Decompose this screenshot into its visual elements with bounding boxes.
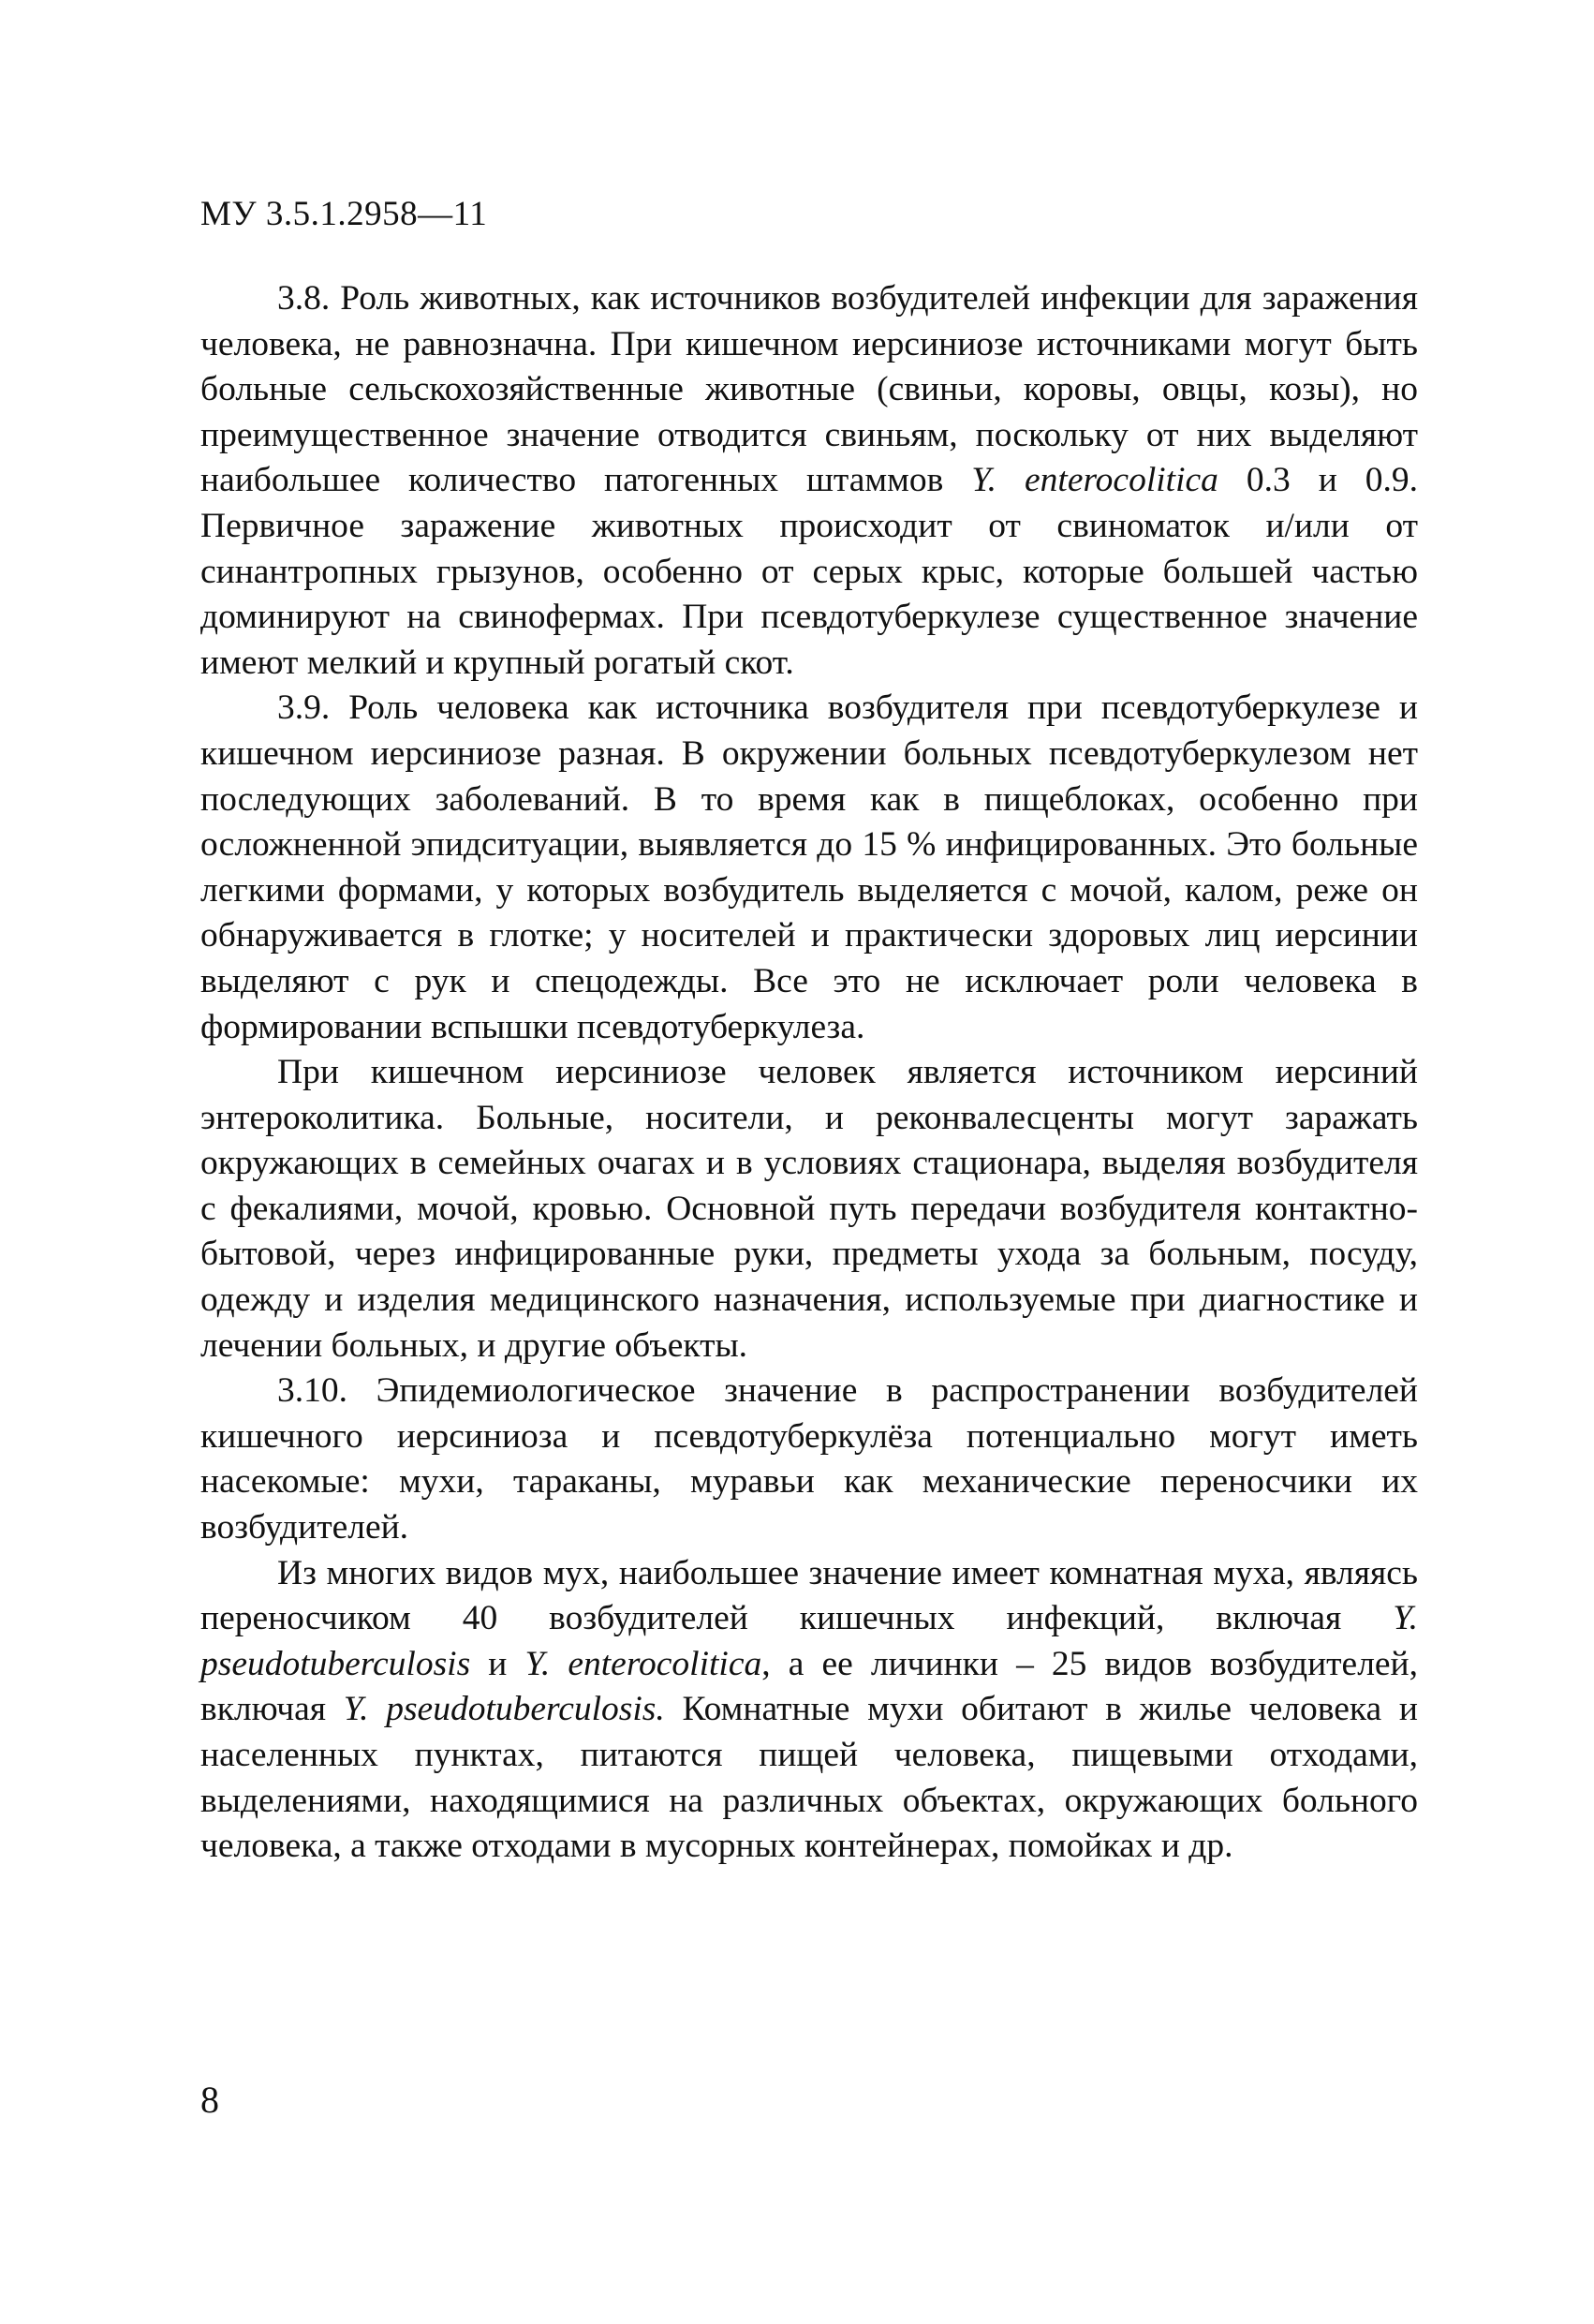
text-run: 3.8. Роль животных, как источников возбудителей инфекции для заражения человека, не равнозначна. При кишечном иерсиниозе источниками могут быть больные сельскохозяйственные животные (свиньи, коровы, овцы, козы), но преимущественное значение отводится свиньям, поскольку от них выделяют наибольшее количество патогенных штаммов [200, 279, 1418, 500]
paragraph-enterocolitica-source [200, 1050, 1418, 1369]
text-run: , а ее личинки – 25 видов возбудителей, включая [200, 1644, 1418, 1729]
italic-species-name: Y. pseudotuberculosis [200, 1599, 1418, 1683]
text-run: При кишечном иерсиниозе человек является источником иерсиний энтероколитика. Больные, носители, и реконвалесценты могут заражать окружающих в семейных очагах и в условиях стационара, выделяя возбудителя с фекалиями, мочой, кровью. Основной путь передачи возбудителя контактно-бытовой, через инфицированные руки, предметы ухода за больным, посуду, одежду и изделия медицинского назначения, используемые при диагностике и лечении больных, и другие объекты. [200, 1053, 1418, 1365]
paragraph-3-9 [200, 686, 1418, 1050]
italic-species-name: Y. pseudotuberculosis. [343, 1690, 665, 1729]
text-run: 3.10. Эпидемиологическое значение в распространении возбудителей кишечного иерсиниоза и псевдотуберкулёза потенциально могут иметь насекомые: мухи, тараканы, муравьи как механические переносчики их возбудителей. [200, 1371, 1418, 1547]
text-run: Из многих видов мух, наибольшее значение имеет комнатная муха, являясь переносчиком 40 возбудителей кишечных инфекций, включая [200, 1553, 1418, 1638]
text-run: 3.9. Роль человека как источника возбудителя при псевдотуберкулезе и кишечном иерсиниозе разная. В окружении больных псевдотуберкулезом нет последующих заболеваний. В то время как в пищеблоках, особенно при осложненной эпидситуации, выявляется до 15 % инфицированных. Это больные легкими формами, у которых возбудитель выделяется с мочой, калом, реже он обнаруживается в глотке; у носителей и практически здоровых лиц иерсинии выделяют с рук и спецодежды. Все это не исключает роли человека в формировании вспышки псевдотуберкулеза. [200, 688, 1418, 1046]
paragraph-3-10 [200, 1369, 1418, 1550]
italic-species-name: Y. enterocolitica [971, 461, 1218, 500]
text-run: Комнатные мухи обитают в жилье человека и населенных пунктах, питаются пищей человека, пищевыми отходами, выделениями, находящимися на различных объектах, окружающих больного человека, а также отходами в мусорных контейнерах, помойках и др. [200, 1690, 1418, 1866]
text-run: и [470, 1644, 525, 1683]
document-body [200, 276, 1418, 1870]
italic-species-name: Y. enterocolitica [524, 1644, 762, 1683]
paragraph-3-8 [200, 276, 1418, 686]
paragraph-flies [200, 1551, 1418, 1870]
text-run: 0.3 и 0.9. Первичное заражение животных происходит от свиноматок и/или от синантропных грызунов, особенно от серых крыс, которые большей частью доминируют на свинофермах. При псевдотуберкулезе существенное значение имеют мелкий и крупный рогатый скот. [200, 461, 1418, 682]
document-header: МУ 3.5.1.2958—11 [200, 195, 488, 233]
page-number: 8 [200, 2079, 219, 2121]
